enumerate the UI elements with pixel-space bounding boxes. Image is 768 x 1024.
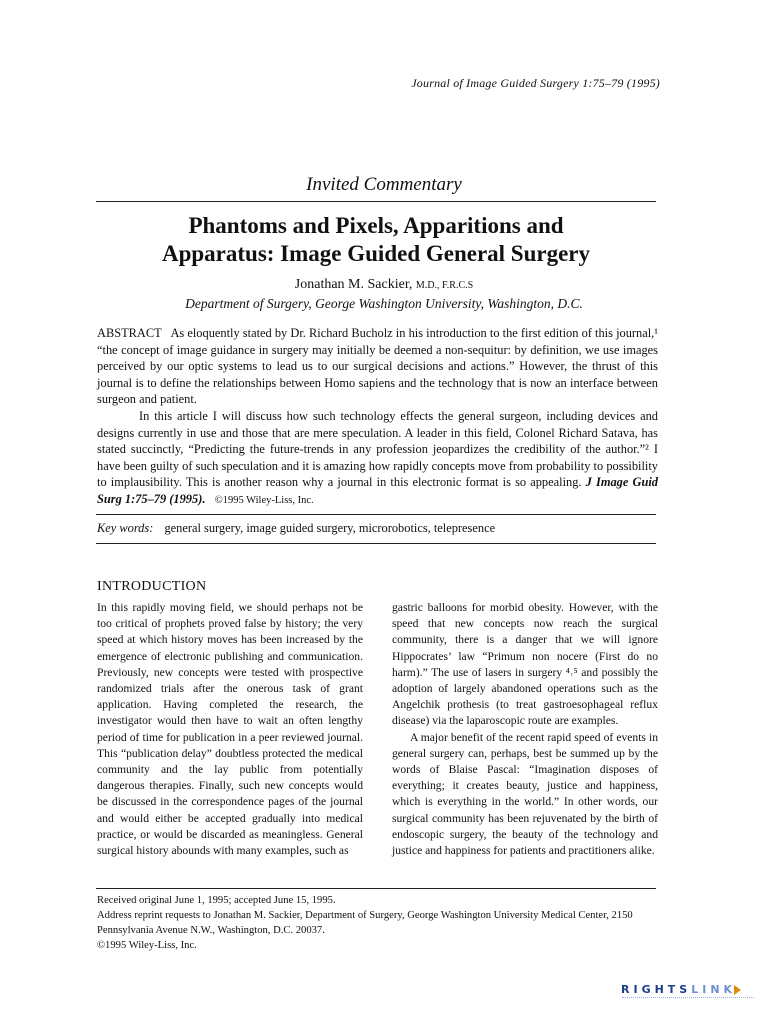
logo-text-light: LINK — [691, 983, 737, 996]
footnote-received: Received original June 1, 1995; accepted June 15, 1995. — [97, 895, 336, 906]
divider — [96, 888, 656, 889]
abstract-text-2: In this article I will discuss how such technology effects the general surgeon, including devices and designs currently in use and those that are mere speculation. A leader in this field, Colonel Richard Satava, has stated succinctly, “Predicting the future-trends in any profession jeopardizes the credibility of the author.”² I have been guilty of such speculation and it is amazing how rapidly concepts move from probability to possibility to implausibility. This is another reason why a journal in this electronic format is so appealing. — [97, 408, 658, 490]
divider — [96, 514, 656, 515]
body-paragraph: In this rapidly moving field, we should perhaps not be too critical of prophets proved false by history; the very speed at which history moves has been increased by the emergence of electronic publishing and communication. Previously, new concepts were tested with prospective randomized trials after the onerous task of grant application. Having completed the research, the investigator would then have to wait an often lengthy period of time for publication in a peer reviewed journal. This “publication delay” doubtless protected the medical community and the lay public from potentially dangerous therapies. Finally, such new concepts would be discussed in the correspondence pages of the journal and would either be accepted gradually into medical practice, or would be discarded as meaningless. General surgical history abounds with many examples, such as — [97, 601, 363, 858]
footnote-address: Address reprint requests to Jonathan M. Sackier, Department of Surgery, George Washington University Medical Center, 2150 Pennsylvania Avenue N.W., Washington, D.C. 20037. — [97, 910, 633, 936]
title-line-1: Phantoms and Pixels, Apparitions and — [188, 213, 564, 238]
divider — [96, 201, 656, 202]
left-column — [97, 600, 363, 859]
abstract-paragraph-2 — [97, 408, 658, 510]
rightslink-logo[interactable] — [621, 983, 741, 996]
abstract-citation: J Image Guid Surg 1:75–79 (1995). — [97, 475, 658, 506]
abstract-copyright: ©1995 Wiley-Liss, Inc. — [214, 494, 314, 506]
affiliation: Department of Surgery, George Washington University, Washington, D.C. — [185, 296, 583, 311]
right-column — [392, 600, 658, 859]
abstract-text-1: As eloquently stated by Dr. Richard Bucholz in his introduction to the first edition of this journal,¹ “the concept of image guidance in surgery may initially be deemed a non-sequitur: by definition, we use images perceived by our optic systems to lead us to our surgical decisions and actions.” However, the thrust of this journal is to define the relationships between Homo sapiens and the technology that is now an interface between surgeon and patient. — [97, 326, 658, 407]
body-paragraph: gastric balloons for morbid obesity. However, with the speed that new concepts now reach the surgical community, there is a danger that we will ignore Hippocrates’ law “Primum non nocere (First do no harm).” The use of lasers in surgery ⁴˒⁵ and possibly the adoption of largely abandoned operations such as the Angelchik prothesis (to treat gastroesophageal reflux disease) via the laparoscopic route are examples. — [392, 601, 658, 728]
keywords-label: Key words: — [97, 521, 154, 535]
author-name: Jonathan M. Sackier, — [294, 277, 413, 292]
footnote-copyright: ©1995 Wiley-Liss, Inc. — [97, 940, 197, 951]
divider — [96, 543, 656, 544]
logo-text-dark: RIGHTS — [621, 983, 692, 996]
author-line — [0, 277, 768, 293]
abstract — [97, 325, 658, 510]
running-head: Journal of Image Guided Surgery 1:75–79 (1995) — [411, 76, 660, 90]
footnotes — [97, 893, 661, 953]
title-line-2: Apparatus: Image Guided General Surgery — [161, 241, 591, 266]
section-label: Invited Commentary — [306, 174, 462, 195]
keywords-text: general surgery, image guided surgery, microrobotics, telepresence — [164, 521, 496, 535]
abstract-label: ABSTRACT — [97, 326, 162, 340]
logo-underline — [622, 997, 754, 1001]
abstract-paragraph-1 — [97, 325, 658, 408]
author-credentials: M.D., F.R.C.S — [415, 280, 474, 291]
arrow-icon — [734, 985, 741, 995]
section-heading: INTRODUCTION — [97, 579, 207, 594]
keywords — [97, 521, 657, 536]
article-title — [96, 212, 656, 268]
body-paragraph: A major benefit of the recent rapid speed of events in general surgery can, perhaps, best be summed up by the words of Blaise Pascal: “Imagination disposes of everything; it creates beauty, justice and happiness, which is everything in the world.” In other words, our surgical community has been rejuvenated by the birth of endoscopic surgery, the beauty of the technology and justice and happiness for patients and practitioners alike. — [392, 730, 658, 858]
